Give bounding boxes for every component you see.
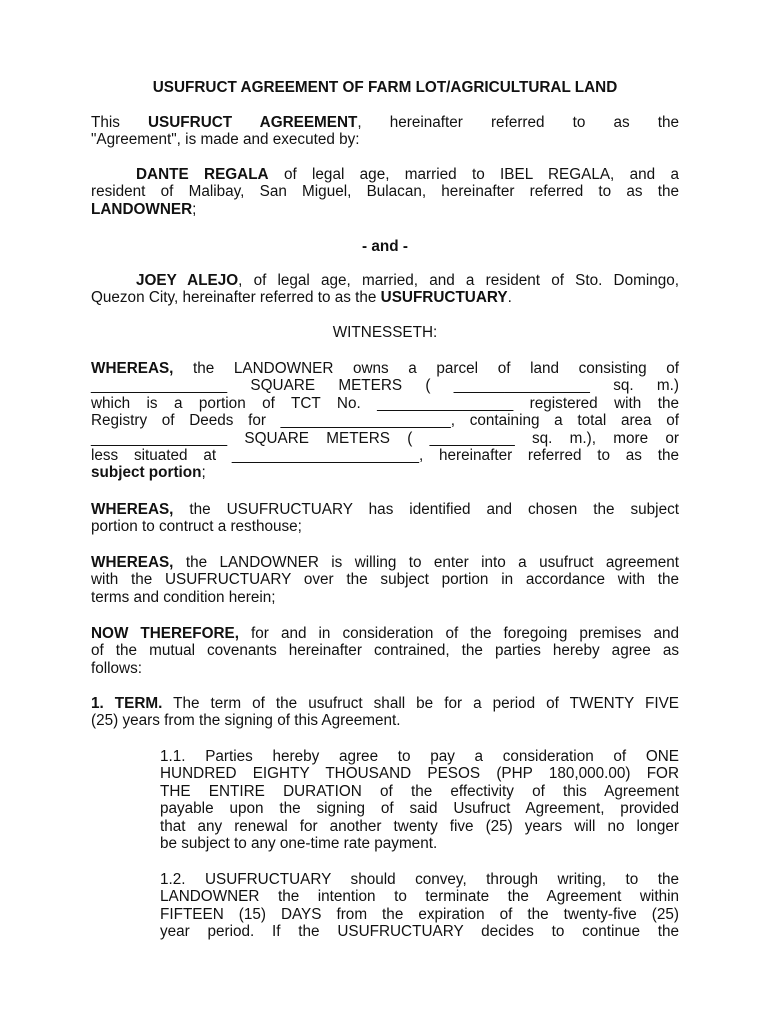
- whereas-2-paragraph: [91, 501, 679, 536]
- whereas-1-line-3: which is a portion of TCT No. ________________ registered with the: [91, 394, 679, 412]
- whereas-1-line-2: ________________ SQUARE METERS ( ________________ sq. m.): [91, 377, 679, 395]
- document-title: USUFRUCT AGREEMENT OF FARM LOT/AGRICULTURAL LAND: [152, 79, 618, 96]
- clause-1-1-line-1: 1.1. Parties hereby agree to pay a consideration of ONE: [160, 748, 679, 765]
- party-2-line-1: JOEY ALEJO, of legal age, married, and a resident of Sto. Domingo,: [136, 272, 680, 289]
- party-2-paragraph: [91, 272, 679, 307]
- clause-1-2-line-3: FIFTEEN (15) DAYS from the expiration of the twenty-five (25): [160, 905, 679, 923]
- party-1-line-1: DANTE REGALA of legal age, married to IBEL REGALA, and a: [136, 166, 679, 183]
- whereas-3-line-3: terms and condition herein;: [91, 588, 276, 606]
- whereas-3-line-2: with the USUFRUCTUARY over the subject portion in accordance with the: [91, 571, 679, 589]
- whereas-3-line-1: WHEREAS, the LANDOWNER is willing to enter into a usufruct agreement: [91, 554, 679, 571]
- intro-line-1: This USUFRUCT AGREEMENT, hereinafter referred to as the: [91, 114, 679, 131]
- whereas-2-line-1: WHEREAS, the USUFRUCTUARY has identified and chosen the subject: [91, 501, 679, 518]
- clause-1-2-line-4: year period. If the USUFRUCTUARY decides to continue the: [160, 923, 679, 941]
- whereas-1-line-1: WHEREAS, the LANDOWNER owns a parcel of land consisting of: [91, 360, 679, 377]
- clause-1-1-line-3: THE ENTIRE DURATION of the effectivity of this Agreement: [160, 782, 679, 800]
- whereas-1-line-7: subject portion;: [91, 464, 206, 482]
- whereas-3-paragraph: [91, 554, 679, 606]
- clause-1-2-line-1: 1.2. USUFRUCTUARY should convey, through writing, to the: [160, 871, 679, 888]
- clause-1-1-paragraph: [160, 748, 679, 852]
- now-therefore-line-1: NOW THEREFORE, for and in consideration of the foregoing premises and: [91, 625, 679, 642]
- whereas-1-paragraph: [91, 360, 679, 482]
- party-2-line-2: Quezon City, hereinafter referred to as the USUFRUCTUARY.: [91, 289, 512, 307]
- term-paragraph: [91, 695, 679, 730]
- whereas-1-line-6: less situated at ______________________, hereinafter referred to as the: [91, 447, 679, 465]
- party-1-line-3: LANDOWNER;: [91, 200, 197, 218]
- term-line-2: (25) years from the signing of this Agreement.: [91, 712, 401, 730]
- clause-1-1-line-5: that any renewal for another twenty five (25) years will no longer: [160, 817, 679, 835]
- term-line-1: 1. TERM. The term of the usufruct shall be for a period of TWENTY FIVE: [91, 695, 680, 712]
- clause-1-2-line-2: LANDOWNER the intention to terminate the Agreement within: [160, 888, 679, 906]
- clause-1-1-line-2: HUNDRED EIGHTY THOUSAND PESOS (PHP 180,000.00) FOR: [160, 765, 679, 783]
- intro-paragraph: [91, 114, 679, 149]
- clause-1-1-line-4: payable upon the signing of said Usufruct Agreement, provided: [160, 800, 679, 818]
- now-therefore-line-2: of the mutual covenants hereinafter contrained, the parties hereby agree as: [91, 642, 679, 660]
- and-separator: - and -: [362, 238, 408, 255]
- whereas-2-line-2: portion to contruct a resthouse;: [91, 518, 302, 536]
- clause-1-2-paragraph: [160, 871, 679, 941]
- now-therefore-paragraph: [91, 625, 679, 677]
- intro-line-2: "Agreement", is made and executed by:: [91, 131, 360, 149]
- whereas-1-line-4: Registry of Deeds for ____________________, containing a total area of: [91, 412, 679, 430]
- witnesseth-heading: WITNESSETH:: [332, 324, 438, 341]
- now-therefore-line-3: follows:: [91, 659, 143, 677]
- party-1-line-2: resident of Malibay, San Miguel, Bulacan, hereinafter referred to as the: [91, 183, 679, 201]
- whereas-1-line-5: ________________ SQUARE METERS ( __________ sq. m.), more or: [91, 429, 679, 447]
- party-1-paragraph: [91, 166, 679, 218]
- clause-1-1-line-6: be subject to any one-time rate payment.: [160, 835, 438, 853]
